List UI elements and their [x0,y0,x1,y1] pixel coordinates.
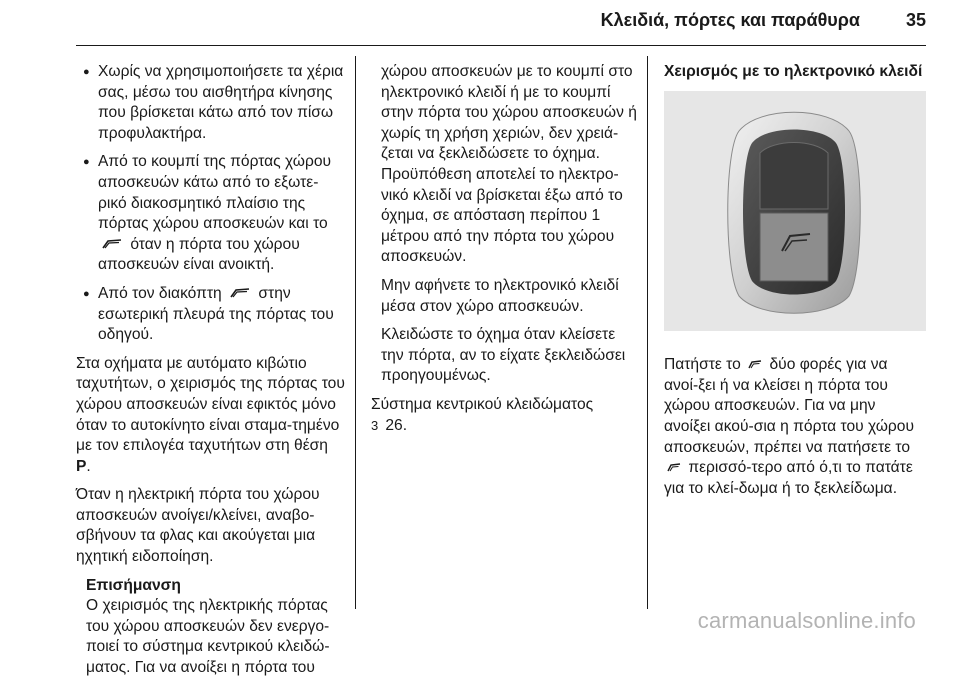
page-number: 35 [905,10,926,30]
list-item-text: στην εσωτερική πλευρά της πόρτας του οδηγού. [98,284,334,344]
reference-text: Σύστημα κεντρικού κλειδώματος [371,395,594,413]
paragraph-text: . [86,457,91,475]
paragraph-text: περισσό-τερο από ό,τι το πατάτε για το κλεί-δωμα ή το ξεκλείδωμα. [664,459,913,497]
tailgate-button-icon [748,358,762,370]
middle-column [371,62,641,436]
list-item-text: όταν η πόρτα του χώρου αποσκευών είναι ανοικτή. [98,235,300,274]
section-heading: Χειρισμός με το ηλεκτρονικό κλειδί [664,63,923,80]
column-divider [647,56,648,609]
gear-position-label: P [76,457,87,475]
tailgate-icon [102,238,122,250]
body-paragraph [664,355,926,499]
note-continued [371,62,641,387]
note-text: Κλειδώστε το όχημα όταν κλείσετε την πόρτα, αν το είχατε ξεκλειδώσει προηγουμένως. [381,326,626,385]
note-text: χώρου αποσκευών με το κουμπί στο ηλεκτρονικό κλειδί ή με το κουμπί στην πόρτα του χώρου αποσκευών ή χωρίς τη χρήση χεριών, δεν χρειά-ζεται να ξεκλειδώσετε το όχημα. Προϋπόθεση αποτελεί το ηλεκτρο-νικό κλειδί να βρίσκεται έξω από το όχημα, σε απόσταση περίπου 1 μέτρου από την πόρτα του χώρου αποσκευών. [381,63,637,266]
cross-reference [371,395,641,436]
column-divider [355,56,356,609]
body-paragraph [76,354,346,478]
reference-page: 26. [385,416,408,434]
note-box [76,576,346,679]
right-column [664,62,926,507]
note-text: Μην αφήνετε το ηλεκτρονικό κλειδί μέσα στον χώρο αποσκευών. [381,276,619,315]
note-text: Ο χειρισμός της ηλεκτρικής πόρτας του χώρου αποσκευών δεν ενεργο-ποιεί το σύστημα κεντρικού κλειδώ-ματος. Για να ανοίξει η πόρτα του [86,597,330,677]
page-header-title: Κλειδιά, πόρτες και παράθυρα [600,10,860,30]
page-ref-arrow-icon: 3 [371,417,379,433]
list-item [76,152,346,276]
note-title: Επισήμανση [86,576,181,594]
watermark: carmanualsonline.info [697,608,916,634]
paragraph-text: Στα οχήματα με αυτόματο κιβώτιο ταχυτήτων, ο χειρισμός της πόρτας του χώρου αποσκευών είναι εφικτός μόνο όταν το αυτοκίνητο είναι σταμα-τημένο με τον επιλογέα ταχυτήτων στη θέση [76,354,345,455]
tailgate-button-icon [667,461,681,473]
list-item: ● Χωρίς να χρησιμοποιήσετε τα χέρια σας, μέσω του αισθητήρα κίνησης που βρίσκεται κάτω από τον πίσω προφυλακτήρα. [76,62,346,144]
list-item-text: Από τον διακόπτη [98,284,222,302]
body-paragraph: Όταν η ηλεκτρική πόρτα του χώρου αποσκευών ανοίγει/κλείνει, αναβο-σβήνουν τα φλας και ακούγεται μια ηχητική ειδοποίηση. [76,486,320,566]
electronic-key-illustration [664,91,926,331]
list-item [76,284,346,346]
paragraph-text: Πατήστε το [664,356,741,374]
left-column [76,62,346,679]
tailgate-icon [230,287,250,299]
header-divider [76,45,926,46]
paragraph-text: δύο φορές για να ανοί-ξει ή να κλείσει η πόρτα του χώρου αποσκευών. Για να μην ανοίξει ακού-σια η πόρτα του χώρου αποσκευών, πρέπει να πατήσετε το [664,356,914,456]
list-item-text: Από το κουμπί της πόρτας χώρου αποσκευών κάτω από το εξωτε-ρικό διακοσμητικό πλαίσιο της πόρτας χώρου αποσκευών και το [98,153,332,233]
